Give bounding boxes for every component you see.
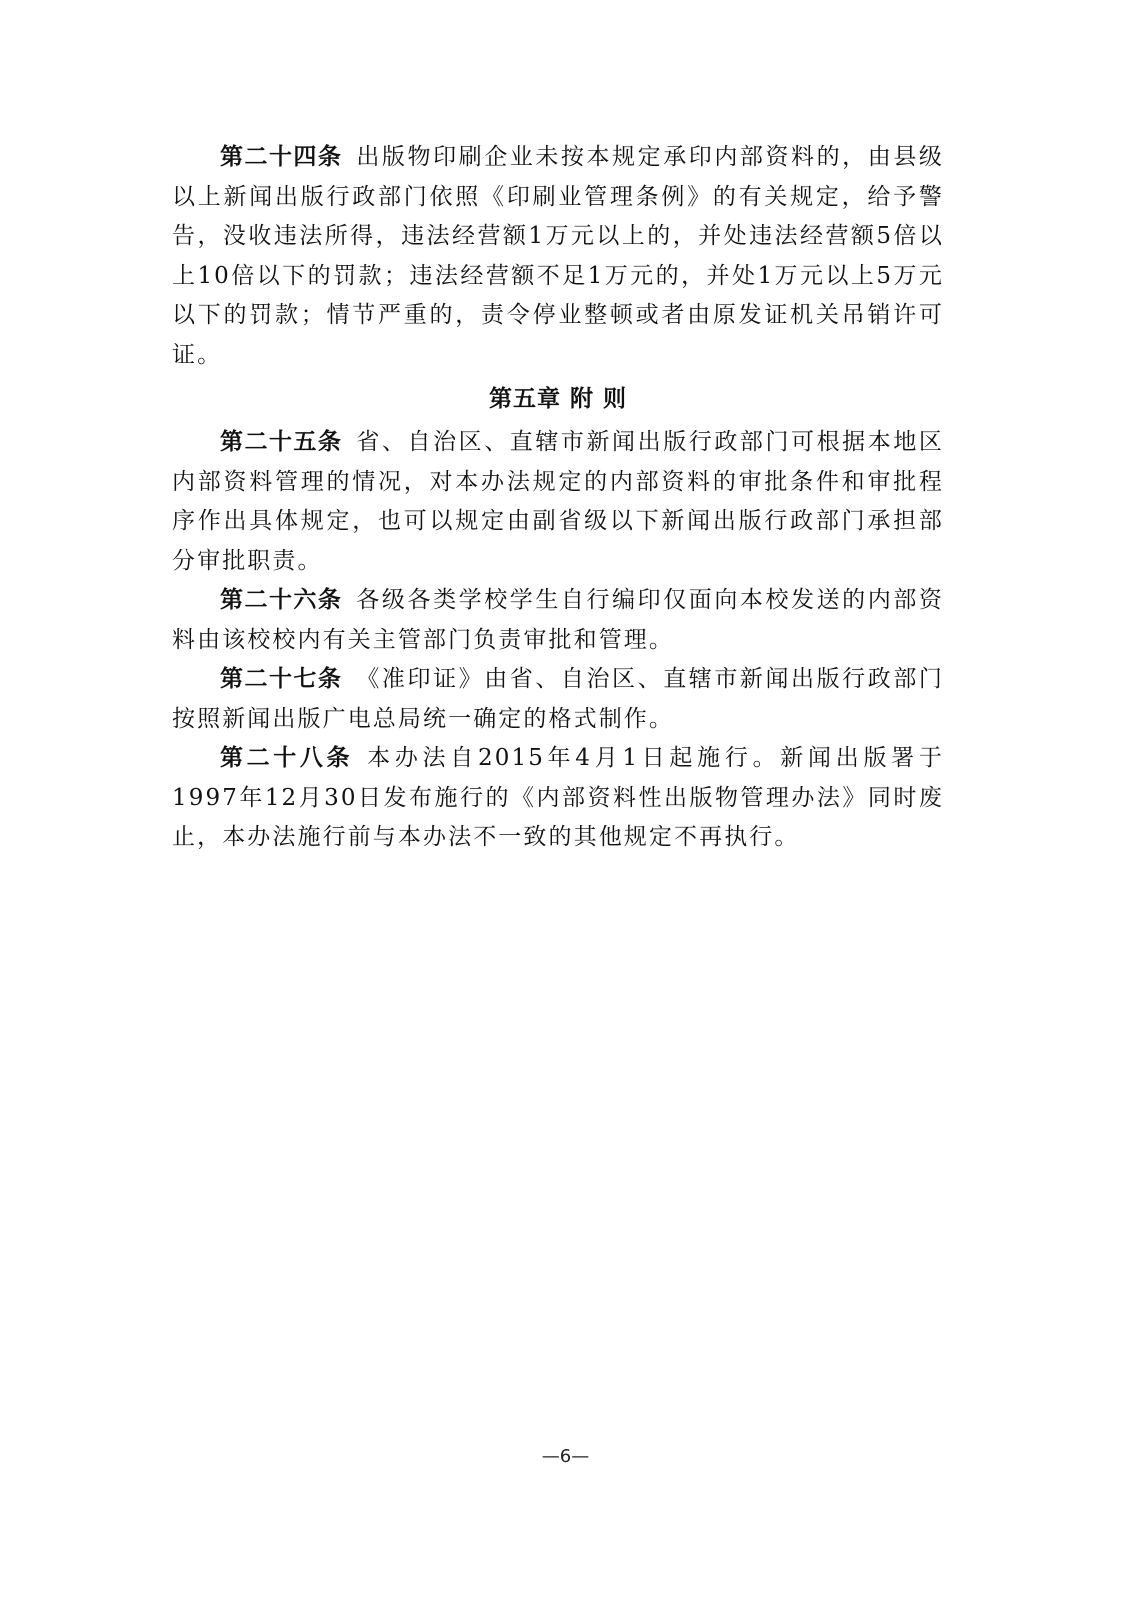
article-25 bbox=[172, 423, 944, 581]
article-28-text: 本办法自2015年4月1日起施行。新闻出版署于1997年12月30日发布施行的《内部资料性出版物管理办法》同时废止，本办法施行前与本办法不一致的其他规定不再执行。 bbox=[172, 745, 944, 850]
article-28-title: 第二十八条 bbox=[220, 745, 354, 771]
article-26 bbox=[172, 581, 944, 660]
chapter-heading: 第五章 附 则 bbox=[488, 386, 627, 412]
article-27-title: 第二十七条 bbox=[220, 666, 343, 692]
document-body bbox=[172, 138, 944, 858]
article-28 bbox=[172, 739, 944, 858]
article-25-text: 省、自治区、直辖市新闻出版行政部门可根据本地区内部资料管理的情况，对本办法规定的内部资料的审批条件和审批程序作出具体规定，也可以规定由副省级以下新闻出版行政部门承担部分审批职责。 bbox=[172, 429, 944, 574]
article-27 bbox=[172, 660, 944, 739]
article-26-text: 各级各类学校学生自行编印仅面向本校发送的内部资料由该校校内有关主管部门负责审批和管理。 bbox=[172, 587, 944, 653]
article-26-title: 第二十六条 bbox=[220, 587, 343, 613]
article-25-title: 第二十五条 bbox=[220, 429, 343, 455]
article-24 bbox=[172, 138, 944, 375]
article-27-text: 《准印证》由省、自治区、直辖市新闻出版行政部门按照新闻出版广电总局统一确定的格式制作。 bbox=[172, 666, 944, 732]
article-24-title: 第二十四条 bbox=[220, 144, 343, 170]
article-24-text: 出版物印刷企业未按本规定承印内部资料的，由县级以上新闻出版行政部门依照《印刷业管理条例》的有关规定，给予警告，没收违法所得，违法经营额1万元以上的，并处违法经营额5倍以上10倍以下的罚款；违法经营额不足1万元的，并处1万元以上5万元以下的罚款；情节严重的，责令停业整顿或者由原发证机关吊销许可证。 bbox=[172, 144, 944, 368]
page-number: —6— bbox=[541, 1446, 590, 1467]
